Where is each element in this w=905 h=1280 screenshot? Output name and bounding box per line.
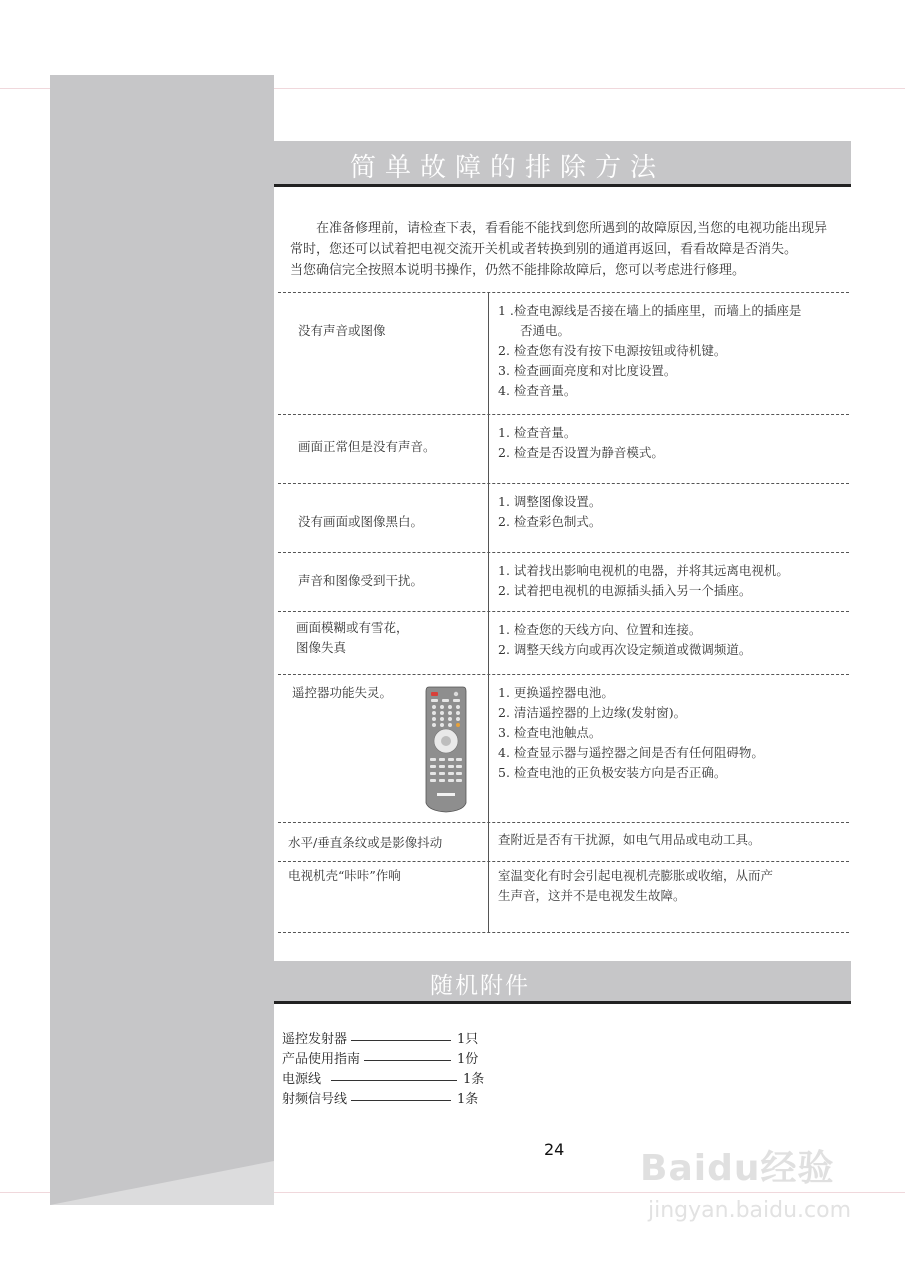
table-row [278,483,849,552]
leader-line [331,1080,457,1081]
symptom-label: 水平/垂直条纹或是影像抖动 [288,835,443,850]
remedy-list [498,423,843,463]
accessory-qty: 1条 [457,1092,479,1107]
remedy-item: 2. 检查您有没有按下电源按钮或待机键。 [498,343,727,358]
accessory-name: 射频信号线 [282,1092,348,1107]
symptom-label: 没有声音或图像 [298,323,386,338]
remedy-item: 4. 检查显示器与遥控器之间是否有任何阻碍物。 [498,745,764,760]
accessory-qty: 1份 [457,1052,479,1067]
list-item [282,1070,484,1090]
remedy-item: 5. 检查电池的正负极安装方向是否正确。 [498,765,727,780]
column-divider [488,823,489,861]
list-item [282,1090,484,1110]
intro-line-1: 在准备修理前，请检查下表，看看能不能找到您所遇到的故障原因,当您的电视功能出现异 [316,221,828,236]
symptom-label: 没有画面或图像黑白。 [298,514,424,529]
symptom-label: 声音和图像受到干扰。 [298,573,424,588]
accessory-qty: 1只 [457,1032,479,1047]
accessory-qty: 1条 [463,1072,485,1087]
table-row [278,552,849,611]
table-row [278,822,849,861]
remedy-item: 查附近是否有干扰源，如电气用品或电动工具。 [498,832,761,847]
symptom-label: 画面正常但是没有声音。 [298,439,436,454]
watermark-url: jingyan.baidu.com [648,1198,852,1223]
remedy-item: 1. 试着找出影响电视机的电器，并将其远离电视机。 [498,563,789,578]
page-number: 24 [544,1140,565,1159]
leader-line [364,1060,451,1061]
table-row [278,414,849,483]
remedy-list [498,683,843,783]
column-divider [488,484,489,552]
watermark-logo: Baidu经验 [640,1148,835,1189]
accessories-list [282,1030,484,1110]
leader-line [351,1100,451,1101]
remedy-item: 2. 调整天线方向或再次设定频道或微调频道。 [498,642,752,657]
remedy-list [498,492,843,532]
symptom-label: 电视机壳“咔咔”作响 [288,868,401,883]
list-item [282,1030,484,1050]
table-bottom-rule [278,932,849,933]
troubleshooting-header [274,141,851,187]
remedy-item: 2. 检查彩色制式。 [498,514,602,529]
remedy-item: 生声音，这并不是电视发生故障。 [498,888,686,903]
remedy-list [498,561,843,601]
remedy-item: 2. 清洁遥控器的上边缘(发射窗)。 [498,705,687,720]
symptom-label: 画面模糊或有雪花， [296,620,409,635]
column-divider [488,553,489,611]
remedy-item: 3. 检查画面亮度和对比度设置。 [498,363,677,378]
column-divider [488,612,489,674]
leader-line [351,1040,451,1041]
remote-control-icon [425,685,467,813]
remedy-item: 4. 检查音量。 [498,383,577,398]
troubleshooting-table [278,292,849,933]
table-row [278,611,849,674]
accessories-header [274,961,851,1004]
symptom-label: 遥控器功能失灵。 [292,685,393,700]
intro-line-2: 常时，您还可以试着把电视交流开关机或者转换到别的通道再返回，看看故障是否消失。 [290,242,798,257]
remedy-item: 1. 更换遥控器电池。 [498,685,614,700]
table-row [278,861,849,932]
remedy-item: 1. 检查您的天线方向、位置和连接。 [498,622,702,637]
remedy-list [498,301,843,401]
column-divider [488,862,489,932]
table-row [278,292,849,414]
remedy-item: 1. 检查音量。 [498,425,577,440]
column-divider [488,675,489,822]
remedy-item: 2. 检查是否设置为静音模式。 [498,445,664,460]
accessory-name: 产品使用指南 [282,1052,361,1067]
symptom-label-continued: 图像失真 [296,640,347,655]
accessories-title: 随机附件 [430,973,530,999]
column-divider [488,293,489,414]
remedy-item: 2. 试着把电视机的电源插头插入另一个插座。 [498,583,752,598]
troubleshooting-title: 简单故障的排除方法 [350,153,666,183]
remedy-item: 1 .检查电源线是否接在墙上的插座里，而墙上的插座是 [498,303,802,318]
intro-line-3: 当您确信完全按照本说明书操作，仍然不能排除故障后，您可以考虑进行修理。 [290,263,746,278]
remedy-item: 3. 检查电池触点。 [498,725,602,740]
left-decorative-band [50,75,274,1205]
remedy-item: 否通电。 [520,323,571,338]
remedy-item: 1. 调整图像设置。 [498,494,602,509]
watermark [640,1140,860,1240]
list-item [282,1050,484,1070]
accessory-name: 遥控发射器 [282,1032,348,1047]
intro-text [290,218,860,281]
remedy-item: 室温变化有时会引起电视机壳膨胀或收缩，从而产 [498,868,774,883]
column-divider [488,415,489,483]
table-row [278,674,849,822]
accessory-name: 电源线 [282,1072,322,1087]
remedy-list [498,620,843,660]
